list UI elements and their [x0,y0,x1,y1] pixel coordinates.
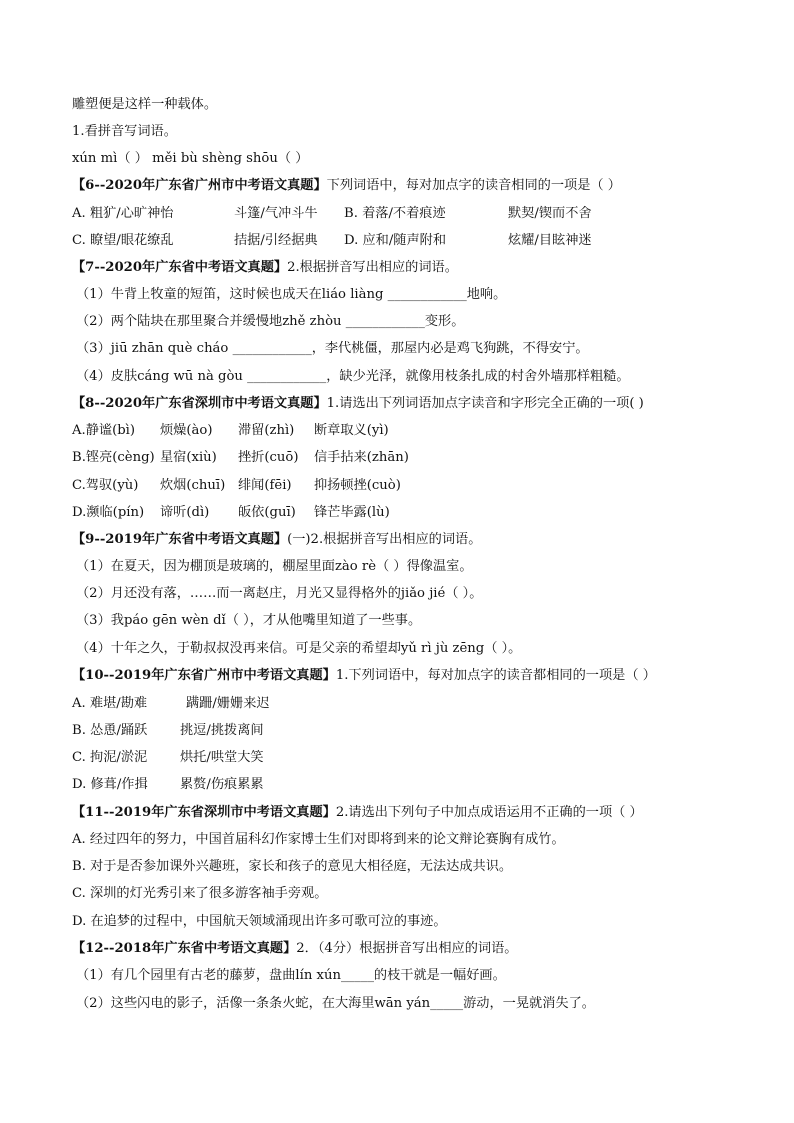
line-text: （1）牛背上牧童的短笛，这时候也成天在liáo liàng [76,287,388,302]
line-text: 雕塑便是这样一种载体。 [72,97,218,112]
text-line [72,123,177,141]
option-item: 默契/锲而不舍 [508,206,592,221]
text-line [76,585,482,603]
line-text: （4）十年之久，于勒叔叔没再来信。可是父亲的希望却yǔ rì jù zēng（ ）。 [76,641,522,656]
text-line [72,885,327,903]
option-item: 烘托/哄堂大笑 [180,750,264,765]
text-line [72,150,308,168]
line-text-after-blank: ，缺少光泽，就像用枝条扎成的村舍外墙那样粗糙。 [326,369,630,384]
text-line [72,858,512,876]
text-line [76,558,473,576]
answer-blank[interactable]: ____________ [345,314,425,329]
line-text: 2.请选出下列句子中加点成语运用不正确的一项（ ） [335,805,643,820]
option-item: C.驾驭(yù) [72,478,139,493]
question-source-label: 【10--2019年广东省广州市中考语文真题】 [72,668,336,683]
option-item: B.铿亮(cèng) [72,450,155,465]
question-header-line [72,177,621,195]
line-text-after-blank: 地响。 [466,287,507,302]
question-source-label: 【11--2019年广东省深圳市中考语文真题】 [72,805,336,820]
text-line [72,96,217,114]
line-text: 2．（4分）根据拼音写出相应的词语。 [296,941,518,956]
line-text: xún mì（ ） měi bù shèng shōu（ ） [72,151,309,166]
text-line [76,995,595,1013]
option-item: 信手拈来(zhān) [314,450,409,465]
option-item: A. 难堪/勘难 [72,696,148,711]
text-line [72,831,565,849]
answer-blank[interactable]: _____ [430,996,464,1011]
option-item: 拮据/引经据典 [234,233,318,248]
question-source-label: 【7--2020年广东省中考语文真题】 [72,260,288,275]
line-text: （2）月还没有落，……而一离赵庄，月光又显得格外的jiǎo jié（ ）。 [76,586,483,601]
answer-blank[interactable]: ____________ [247,369,327,384]
option-item: B. 怂恿/踊跃 [72,723,148,738]
line-text: A. 经过四年的努力，中国首届科幻作家博士生们对即将到来的论文辩论赛胸有成竹。 [72,832,565,847]
line-text: (一)2.根据拼音写出相应的词语。 [287,532,482,547]
line-text: （1）有几个园里有古老的藤萝，盘曲lín xún [76,968,341,983]
line-text-after-blank: 的枝干就是一幅好画。 [373,968,506,983]
question-source-label: 【9--2019年广东省中考语文真题】 [72,532,288,547]
question-header-line [72,531,481,549]
text-line [76,340,589,358]
question-source-label: 【8--2020年广东省深圳市中考语文真题】 [72,396,327,411]
option-item: 蹒跚/姗姗来迟 [186,696,270,711]
line-text: （2）两个陆块在那里聚合并缓慢地zhě zhòu [76,314,346,329]
line-text: （3）我páo gēn wèn dǐ（ ），才从他嘴里知道了一些事。 [76,613,422,628]
option-item: D.濒临(pín) [72,505,145,520]
line-text: 1.看拼音写词语。 [72,124,177,139]
option-item: 挑逗/挑拨离间 [180,723,264,738]
line-text: （3）jiū zhān què cháo [76,341,233,356]
question-header-line [72,395,644,413]
option-item: 烦燥(ào) [160,423,213,438]
question-header-line [72,940,517,958]
option-item: A.静谧(bì) [72,423,136,438]
option-item: B. 着落/不着痕迹 [344,206,446,221]
line-text: D. 在追梦的过程中，中国航天领域涌现出许多可歌可泣的事迹。 [72,914,447,929]
option-item: 挫折(cuō) [238,450,299,465]
option-item: C. 瞭望/眼花缭乱 [72,233,174,248]
option-item: A. 粗犷/心旷神怡 [72,206,174,221]
line-text: （4）皮肤cáng wū nà gòu [76,369,248,384]
text-line [76,368,630,386]
option-item: 斗篷/气冲斗牛 [234,206,318,221]
option-item: 断章取义(yì) [314,423,389,438]
answer-blank[interactable]: ____________ [387,287,467,302]
question-header-line [72,804,643,822]
option-item: 绯闻(fēi) [238,478,292,493]
option-item: 炊烟(chuī) [160,478,226,493]
line-text: 2.根据拼音写出相应的词语。 [287,260,458,275]
line-text: 下列词语中，每对加点字的读音相同的一项是（ ） [326,178,621,193]
option-item: 炫耀/目眩神迷 [508,233,592,248]
option-item: 滞留(zhì) [238,423,295,438]
option-item: 皈依(guī) [238,505,296,520]
line-text: （1）在夏天，因为棚顶是玻璃的，棚屋里面zào rè（ ）得像温室。 [76,559,473,574]
line-text-after-blank: ，李代桃僵，那屋内必是鸡飞狗跳，不得安宁。 [311,341,589,356]
answer-blank[interactable]: ____________ [232,341,312,356]
line-text: 1.请选出下列词语加点字读音和字形完全正确的一项( ) [326,396,644,411]
line-text: C. 深圳的灯光秀引来了很多游客袖手旁观。 [72,886,328,901]
option-item: C. 拘泥/淤泥 [72,750,148,765]
question-source-label: 【12--2018年广东省中考语文真题】 [72,941,297,956]
text-line [76,313,464,331]
option-item: 锋芒毕露(lù) [314,505,390,520]
line-text: 1.下列词语中，每对加点字的读音都相同的一项是（ ） [335,668,656,683]
question-header-line [72,667,656,685]
option-item: 抑扬顿挫(cuò) [314,478,401,493]
answer-blank[interactable]: _____ [340,968,374,983]
option-item: D. 修葺/作揖 [72,777,148,792]
line-text-after-blank: 游动，一晃就消失了。 [463,996,595,1011]
text-line [76,967,506,985]
option-item: 累赘/伤痕累累 [180,777,264,792]
line-text: （2）这些闪电的影子，活像一条条火蛇，在大海里wān yán [76,996,431,1011]
option-item: 星宿(xiù) [160,450,217,465]
line-text: B. 对于是否参加课外兴趣班，家长和孩子的意见大相径庭，无法达成共识。 [72,859,513,874]
question-header-line [72,259,458,277]
text-line [72,913,447,931]
text-line [76,612,421,630]
text-line [76,640,521,658]
line-text-after-blank: 变形。 [424,314,465,329]
option-item: D. 应和/随声附和 [344,233,447,248]
text-line [76,286,506,304]
question-source-label: 【6--2020年广东省广州市中考语文真题】 [72,178,327,193]
option-item: 谛听(dì) [160,505,210,520]
